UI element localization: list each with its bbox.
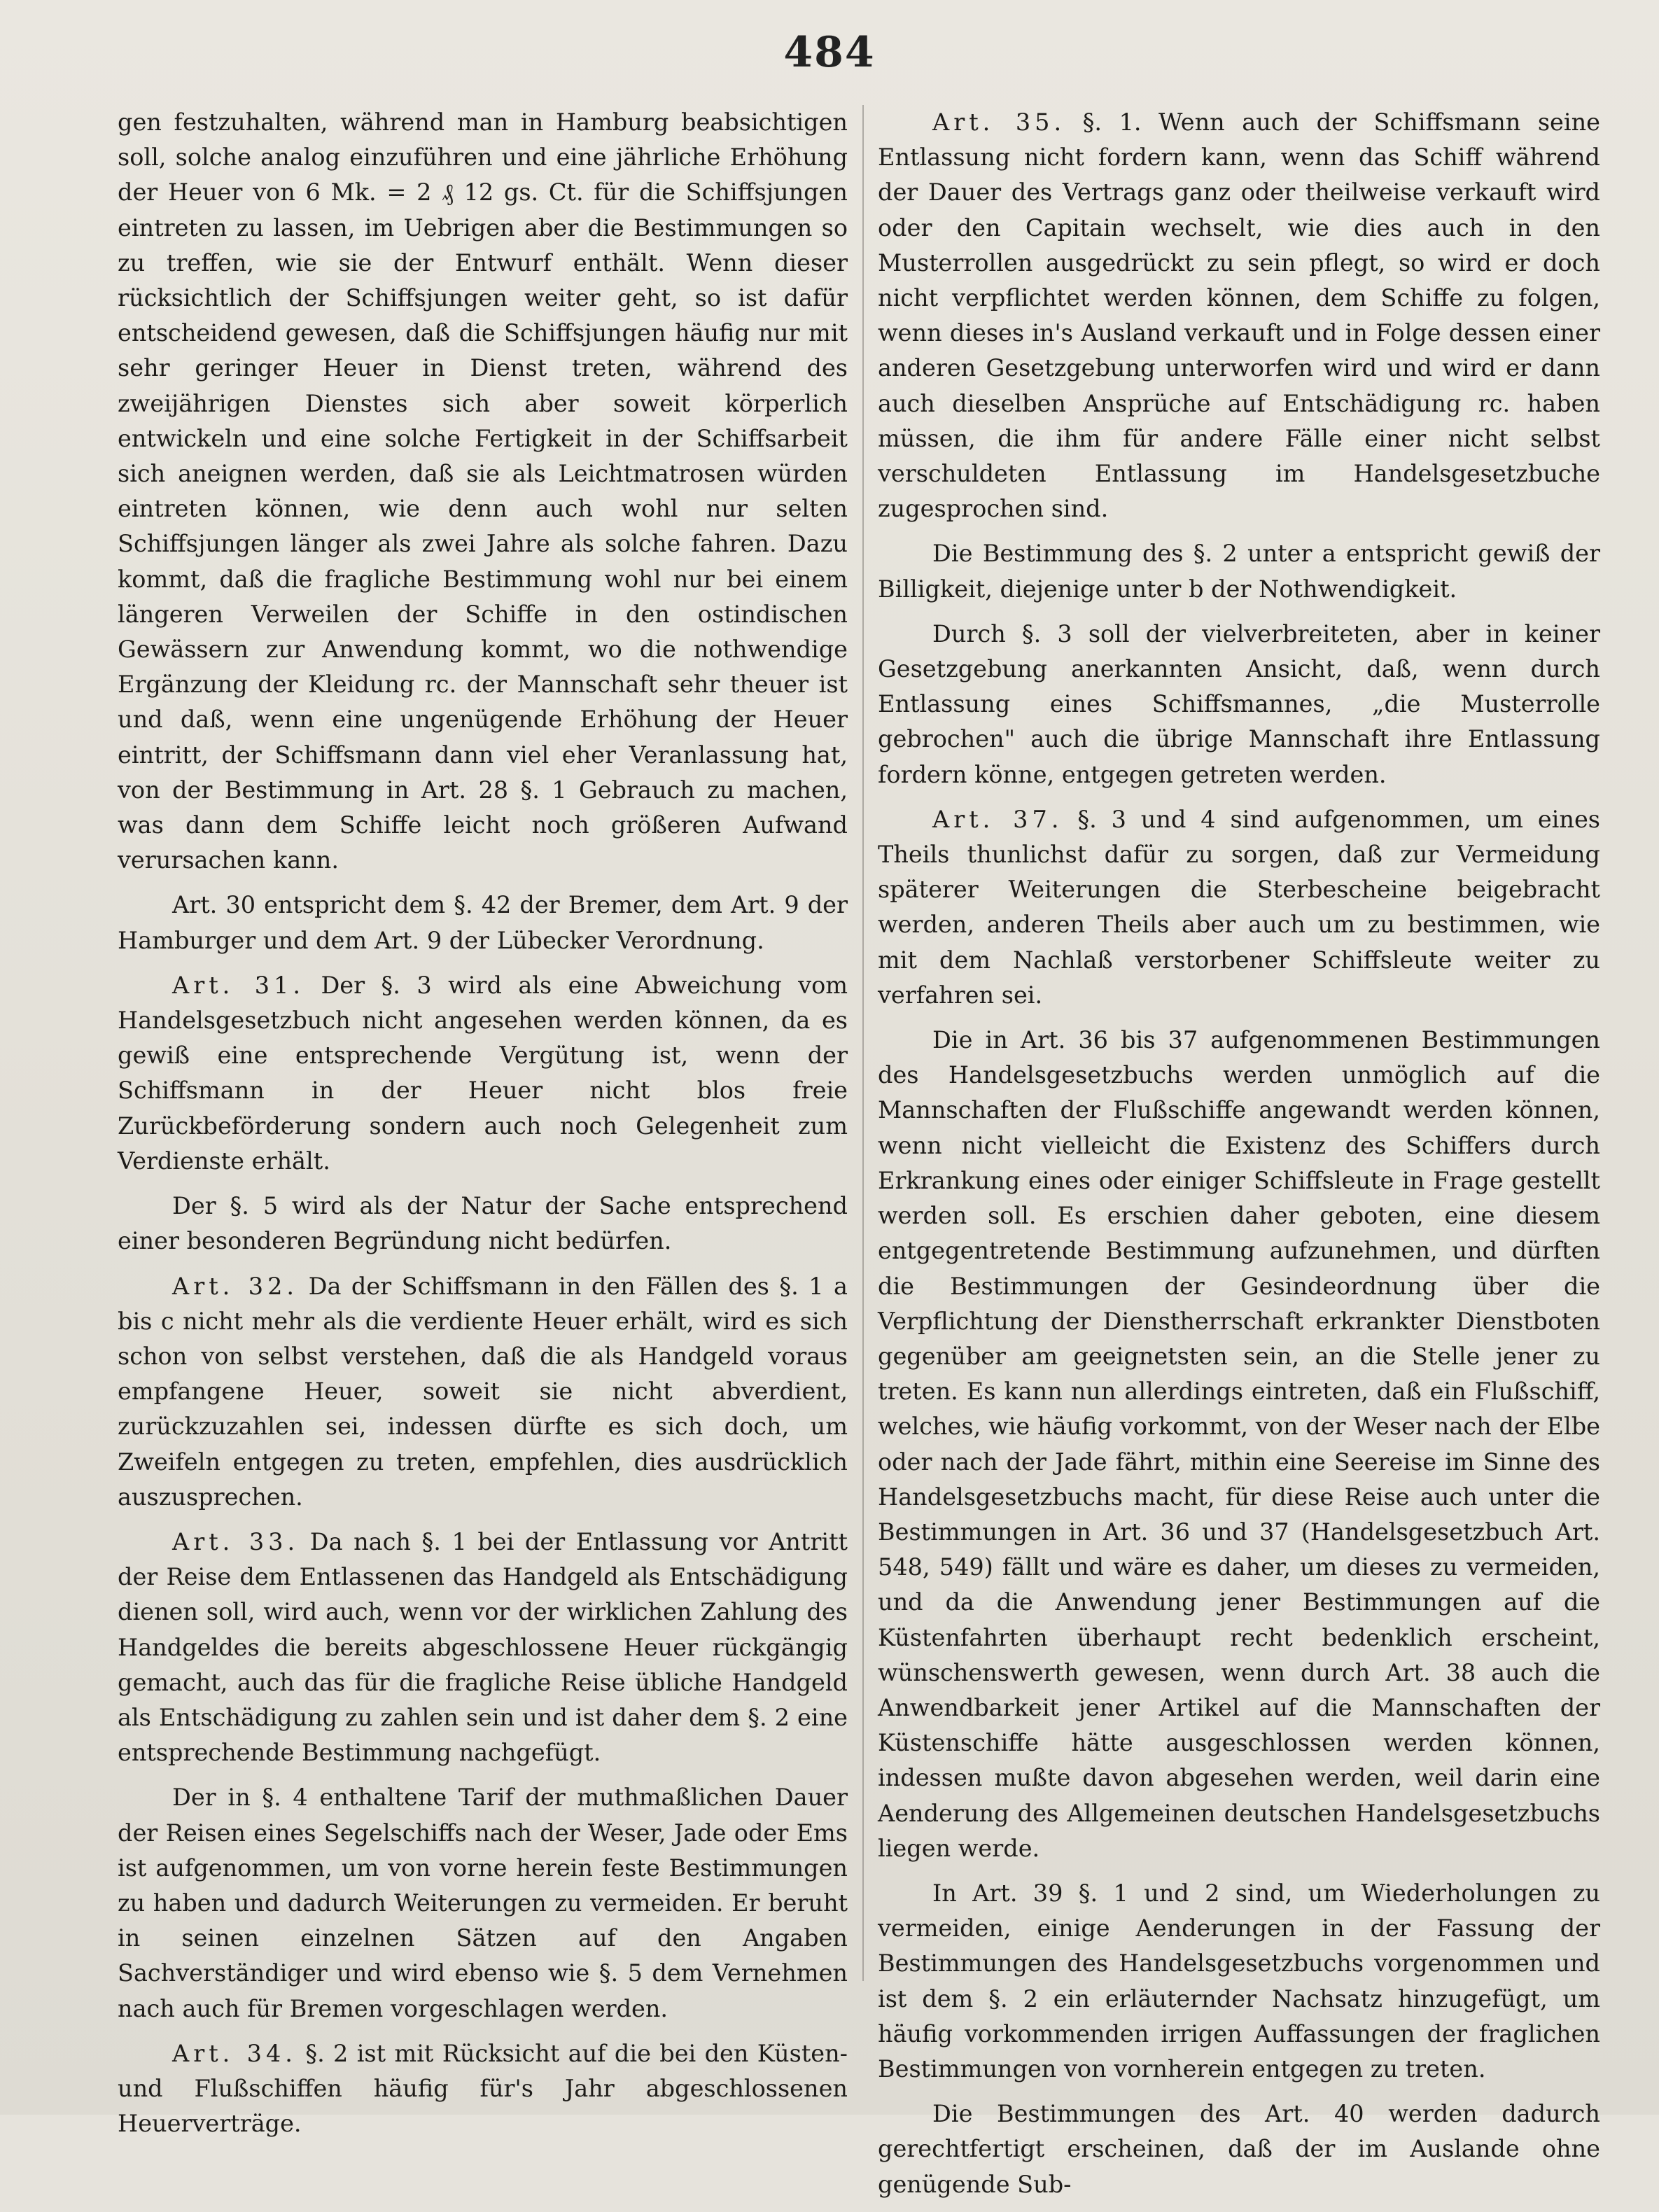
paragraph: Art. 34. §. 2 ist mit Rücksicht auf die bei den Küsten- und Flußschiffen häufig für's Jahr abgeschlossenen Heuerverträge.: [118, 2039, 848, 2138]
paragraph: Art. 37. §. 3 und 4 sind aufgenommen, um eines Theils thunlichst dafür zu sorgen, daß zur Vermeidung späterer Weiterungen die Sterbescheine beigebracht werden, anderen Theils aber auch um zu bestimmen, wie mit dem Nachlaß verstorbener Schiffsleute weiter zu verfahren sei.: [878, 805, 1600, 1009]
paragraph: Die Bestimmungen des Art. 40 werden dadurch gerechtfertigt erscheinen, daß der im Auslande ohne genügende Sub-: [878, 2100, 1600, 2198]
paragraph: Art. 31. Der §. 3 wird als eine Abweichung vom Handelsgesetzbuch nicht angesehen werden können, da es gewiß eine entsprechende Vergütung ist, wenn der Schiffsmann in der Heuer nicht blos freie Zurückbeförderung sondern auch noch Gelegenheit zum Verdienste erhält.: [118, 971, 848, 1175]
paragraph: Art. 32. Da der Schiffsmann in den Fällen des §. 1 a bis c nicht mehr als die verdiente Heuer erhält, wird es sich schon von selbst verstehen, daß die als Handgeld voraus empfangene Heuer, soweit sie nicht abverdient, zurückzuzahlen sei, indessen dürfte es sich doch, um Zweifeln entgegen zu treten, empfehlen, dies ausdrücklich auszusprechen.: [118, 1272, 848, 1511]
column-divider: [862, 105, 864, 1981]
paragraph: Die in Art. 36 bis 37 aufgenommenen Bestimmungen des Handelsgesetzbuchs werden unmöglich auf die Mannschaften der Flußschiffe angewandt werden können, wenn nicht vielleicht die Existenz des Schiffers durch Erkrankung eines oder einiger Schiffsleute in Frage gestellt werden soll. Es erschien daher geboten, eine diesem entgegentretende Bestimmung aufzunehmen, und dürften die Bestimmungen der Gesindeordnung über die Verpflichtung der Dienstherrschaft erkrankter Dienstboten gegenüber am geeignetsten sein, an die Stelle jener zu treten. Es kann nun allerdings eintreten, daß ein Flußschiff, welches, wie häufig vorkommt, von der Weser nach der Elbe oder nach der Jade fährt, mithin eine Seereise im Sinne des Handelsgesetzbuchs macht, für diese Reise auch unter die Bestimmungen in Art. 36 und 37 (Handelsgesetzbuch Art. 548, 549) fällt und wäre es daher, um dieses zu vermeiden, und da die Anwendung jener Bestimmungen auf die Küstenfahrten überhaupt recht bedenklich erscheint, wünschenswerth gewesen, wenn durch Art. 38 auch die Anwendbarkeit jener Artikel auf die Mannschaften der Küstenschiffe hätte ausgeschlossen werden können, indessen mußte davon abgesehen werden, weil darin eine Aenderung des Allgemeinen deutschen Handelsgesetzbuchs liegen werde.: [878, 1026, 1600, 1862]
page-number: 484: [783, 28, 876, 77]
right-column: [878, 105, 1600, 2212]
paragraph: Art. 33. Da nach §. 1 bei der Entlassung vor Antritt der Reise dem Entlassenen das Handgeld als Entschädigung dienen soll, wird auch, wenn vor der wirklichen Zahlung des Handgeldes die bereits abgeschlossene Heuer rückgängig gemacht, auch das für die fragliche Reise übliche Handgeld als Entschädigung zu zahlen sein und ist daher dem §. 2 eine entsprechende Bestimmung nachgefügt.: [118, 1527, 848, 1767]
paragraph: Die Bestimmung des §. 2 unter a entspricht gewiß der Billigkeit, diejenige unter b der Nothwendigkeit.: [878, 540, 1600, 603]
paragraph: Art. 30 entspricht dem §. 42 der Bremer, dem Art. 9 der Hamburger und dem Art. 9 der Lübecker Verordnung.: [118, 891, 848, 954]
paragraph: Art. 35. §. 1. Wenn auch der Schiffsmann seine Entlassung nicht fordern kann, wenn das Schiff während der Dauer des Vertrags ganz oder theilweise verkauft wird oder den Capitain wechselt, wie dies auch in den Musterrollen ausgedrückt zu sein pflegt, so wird er doch nicht verpflichtet werden können, dem Schiffe zu folgen, wenn dieses in's Ausland verkauft und in Folge dessen einer anderen Gesetzgebung unterworfen wird und wird er dann auch dieselben Ansprüche auf Entschädigung rc. haben müssen, die ihm für andere Fälle einer nicht selbst verschuldeten Entlassung im Handelsgesetzbuche zugesprochen sind.: [878, 108, 1600, 523]
left-column: [118, 105, 848, 2151]
paragraph: In Art. 39 §. 1 und 2 sind, um Wiederholungen zu vermeiden, einige Aenderungen in der Fassung der Bestimmungen des Handelsgesetzbuchs vorgenommen und ist dem §. 2 ein erläuternder Nachsatz hinzugefügt, um häufig vorkommenden irrigen Auffassungen der fraglichen Bestimmungen von vornherein entgegen zu treten.: [878, 1879, 1600, 2082]
paragraph: Der in §. 4 enthaltene Tarif der muthmaßlichen Dauer der Reisen eines Segelschiffs nach der Weser, Jade oder Ems ist aufgenommen, um von vorne herein feste Bestimmungen zu haben und dadurch Weiterungen zu vermeiden. Er beruht in seinen einzelnen Sätzen auf den Angaben Sachverständiger und wird ebenso wie §. 5 dem Vernehmen nach auch für Bremen vorgeschlagen werden.: [118, 1784, 848, 2022]
paragraph: Der §. 5 wird als der Natur der Sache entsprechend einer besonderen Begründung nicht bedürfen.: [118, 1192, 848, 1255]
paragraph: gen festzuhalten, während man in Hamburg beabsichtigen soll, solche analog einzuführen und eine jährliche Erhöhung der Heuer von 6 Mk. = 2 ₰ 12 gs. Ct. für die Schiffsjungen eintreten zu lassen, im Uebrigen aber die Bestimmungen so zu treffen, wie sie der Entwurf enthält. Wenn dieser rücksichtlich der Schiffsjungen weiter geht, so ist dafür entscheidend gewesen, daß die Schiffsjungen häufig nur mit sehr geringer Heuer in Dienst treten, während des zweijährigen Dienstes sich aber soweit körperlich entwickeln und eine solche Fertigkeit in der Schiffsarbeit sich aneignen werden, daß sie als Leichtmatrosen würden eintreten können, wie denn auch wohl nur selten Schiffsjungen länger als zwei Jahre als solche fahren. Dazu kommt, daß die fragliche Bestimmung wohl nur bei einem längeren Verweilen der Schiffe in den ostindischen Gewässern zur Anwendung kommt, wo die nothwendige Ergänzung der Kleidung rc. der Mannschaft sehr theuer ist und daß, wenn eine ungenügende Erhöhung der Heuer eintritt, der Schiffsmann dann viel eher Veranlassung hat, von der Bestimmung in Art. 28 §. 1 Gebrauch zu machen, was dann dem Schiffe leicht noch größeren Aufwand verursachen kann.: [118, 108, 848, 874]
paragraph: Durch §. 3 soll der vielverbreiteten, aber in keiner Gesetzgebung anerkannten Ansicht, daß, wenn durch Entlassung eines Schiffsmannes, „die Musterrolle gebrochen" auch die übrige Mannschaft ihre Entlassung fordern könne, entgegen getreten werden.: [878, 620, 1600, 788]
